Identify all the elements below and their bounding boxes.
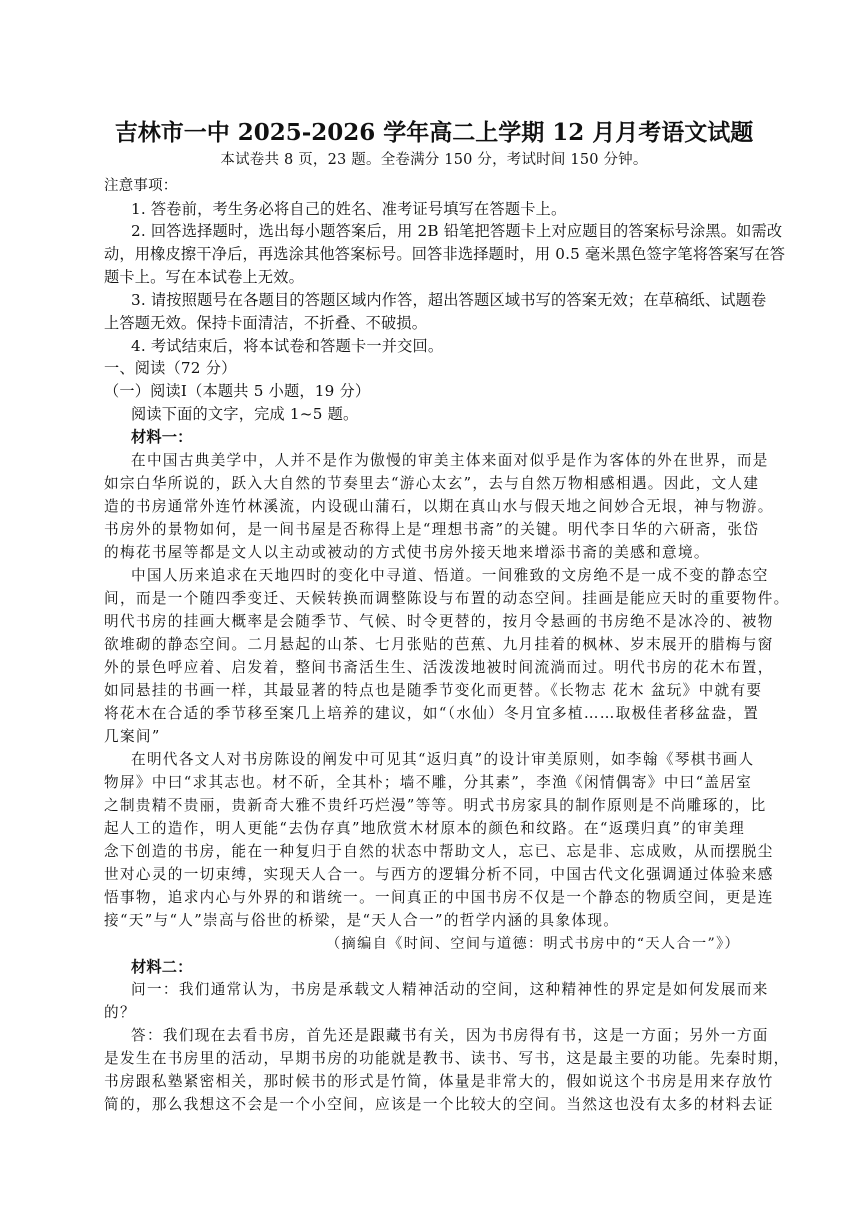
sub-section-heading: （一）阅读Ⅰ（本题共 5 小题，19 分）	[104, 382, 371, 400]
material-one-line: 在中国古典美学中，人并不是作为傲慢的审美主体来面对似乎是作为客体的外在世界，而是	[131, 452, 769, 469]
material-two-line: 的？	[104, 1004, 136, 1021]
material-one-line: 造的书房通常外连竹林溪流，内设砚山蒲石，以期在真山水与假天地之间妙合无垠，神与物游。	[104, 498, 774, 515]
material-two-line: 简的，那么我想这不会是一个小空间，应该是一个比较大的空间。当然这也没有太多的材料去证	[104, 1096, 774, 1113]
material-two-line: 书房跟私塾紧密相关，那时候书的形式是竹简，体量是非常大的，假如说这个书房是用来存放竹	[104, 1073, 774, 1090]
notice-heading: 注意事项：	[104, 178, 178, 194]
material-one-line: 世对心灵的一切束缚，实现天人合一。与西方的逻辑分析不同，中国古代文化强调通过体验来感	[104, 866, 774, 883]
material-two-label: 材料二：	[131, 958, 193, 976]
material-one-line: 在明代各文人对书房陈设的阐发中可见其“返归真”的设计审美原则，如李翰《琴棋书画人	[131, 751, 755, 768]
reading-instruction: 阅读下面的文字，完成 1~5 题。	[131, 405, 359, 423]
material-one-line: 明代书房的挂画大概率是会随季节、气候、时令更替的，按月令悬画的书房绝不是冰冷的、被物	[104, 613, 774, 630]
material-one-line: 物屏》中曰“求其志也。材不斫，全其朴；墙不雕，分其素”，李渔《闲情偶寄》中曰“盖居室	[104, 774, 753, 791]
material-one-line: 外的景色呼应着、启发着，整间书斋活生生、活泼泼地被时间流淌而过。明代书房的花木布置，	[104, 659, 774, 676]
section-heading: 一、阅读（72 分）	[104, 359, 237, 377]
notice-item: 动，用橡皮擦干净后，再选涂其他答案标号。回答非选择题时，用 0.5 毫米黑色签字笔将答案写在答	[104, 245, 786, 263]
material-one-line: 几案间”	[104, 728, 161, 745]
material-one-line: 书房外的景物如何，是一间书屋是否称得上是“理想书斋”的关键。明代李日华的六研斋，张岱	[104, 521, 760, 538]
material-one-label: 材料一：	[131, 428, 193, 446]
material-two-line: 是发生在书房里的活动，早期书房的功能就是教书、读书、写书，这是最主要的功能。先秦时期，	[104, 1050, 790, 1067]
material-one-line: 如宗白华所说的，跃入大自然的节奏里去“游心太玄”，去与自然万物相感相遇。因此，文人建	[104, 475, 760, 492]
material-one-line: 中国人历来追求在天地四时的变化中寻道、悟道。一间雅致的文房绝不是一成不变的静态空	[131, 567, 769, 584]
material-one-source: （摘编自《时间、空间与道德：明式书房中的“天人合一”》）	[326, 936, 741, 952]
exam-title: 吉林市一中 2025-2026 学年高二上学期 12 月月考语文试题	[114, 119, 754, 146]
material-one-line: 悟事物，追求内心与外界的和谐统一。一间真正的中国书房不仅是一个静态的物质空间，更是连	[104, 889, 774, 906]
material-one-line: 间，而是一个随四季变迁、天候转换而调整陈设与布置的动态空间。挂画是能应天时的重要物件。	[104, 590, 790, 607]
material-one-line: 念下创造的书房，能在一种复归于自然的状态中帮助文人，忘已、忘是非、忘成败，从而摆脱尘	[104, 843, 774, 860]
notice-item: 2. 回答选择题时，选出每小题答案后，用 2B 铅笔把答题卡上对应题目的答案标号涂黑。如需改	[131, 222, 783, 240]
material-one-line: 之制贵精不贵丽，贵新奇大雅不贵纤巧烂漫”等等。明式书房家具的制作原则是不尚雕琢的，比	[104, 797, 767, 814]
material-one-line: 的梅花书屋等都是文人以主动或被动的方式使书房外接天地来增添书斋的美感和意境。	[104, 544, 710, 561]
material-one-line: 起人工的造作，明人更能“去伪存真”地欣赏木材原本的颜色和纹路。在“返璞归真”的审美理	[104, 820, 746, 837]
material-two-line: 问一：我们通常认为，书房是承载文人精神活动的空间，这种精神性的界定是如何发展而来	[131, 981, 769, 998]
material-one-line: 接“天”与“人”崇高与俗世的桥梁，是“天人合一”的哲学内涵的具象体现。	[104, 912, 620, 929]
notice-item: 题卡上。写在本试卷上无效。	[104, 268, 305, 286]
material-one-line: 将花木在合适的季节移至案几上培养的建议，如“（水仙）冬月宜多植……取极佳者移盆盎，置	[104, 705, 760, 722]
material-one-line: 如同悬挂的书画一样，其最显著的特点也是随季节变化而更替。《长物志 花木 盆玩》中就有要	[104, 682, 763, 699]
notice-item: 4. 考试结束后，将本试卷和答题卡一并交回。	[131, 337, 444, 355]
material-two-line: 答：我们现在去看书房，首先还是跟藏书有关，因为书房得有书，这是一方面；另外一方面	[131, 1027, 769, 1044]
exam-subtitle: 本试卷共 8 页，23 题。全卷满分 150 分，考试时间 150 分钟。	[220, 152, 648, 168]
notice-item: 上答题无效。保持卡面清洁，不折叠、不破损。	[104, 314, 428, 332]
notice-item: 3. 请按照题号在各题目的答题区域内作答，超出答题区域书写的答案无效；在草稿纸、试题卷	[131, 291, 767, 309]
material-one-line: 欲堆砌的静态空间。二月悬起的山茶、七月张贴的芭蕉、九月挂着的枫林、岁末展开的腊梅与窗	[104, 636, 774, 653]
notice-item: 1. 答卷前，考生务必将自己的姓名、准考证号填写在答题卡上。	[131, 200, 567, 218]
